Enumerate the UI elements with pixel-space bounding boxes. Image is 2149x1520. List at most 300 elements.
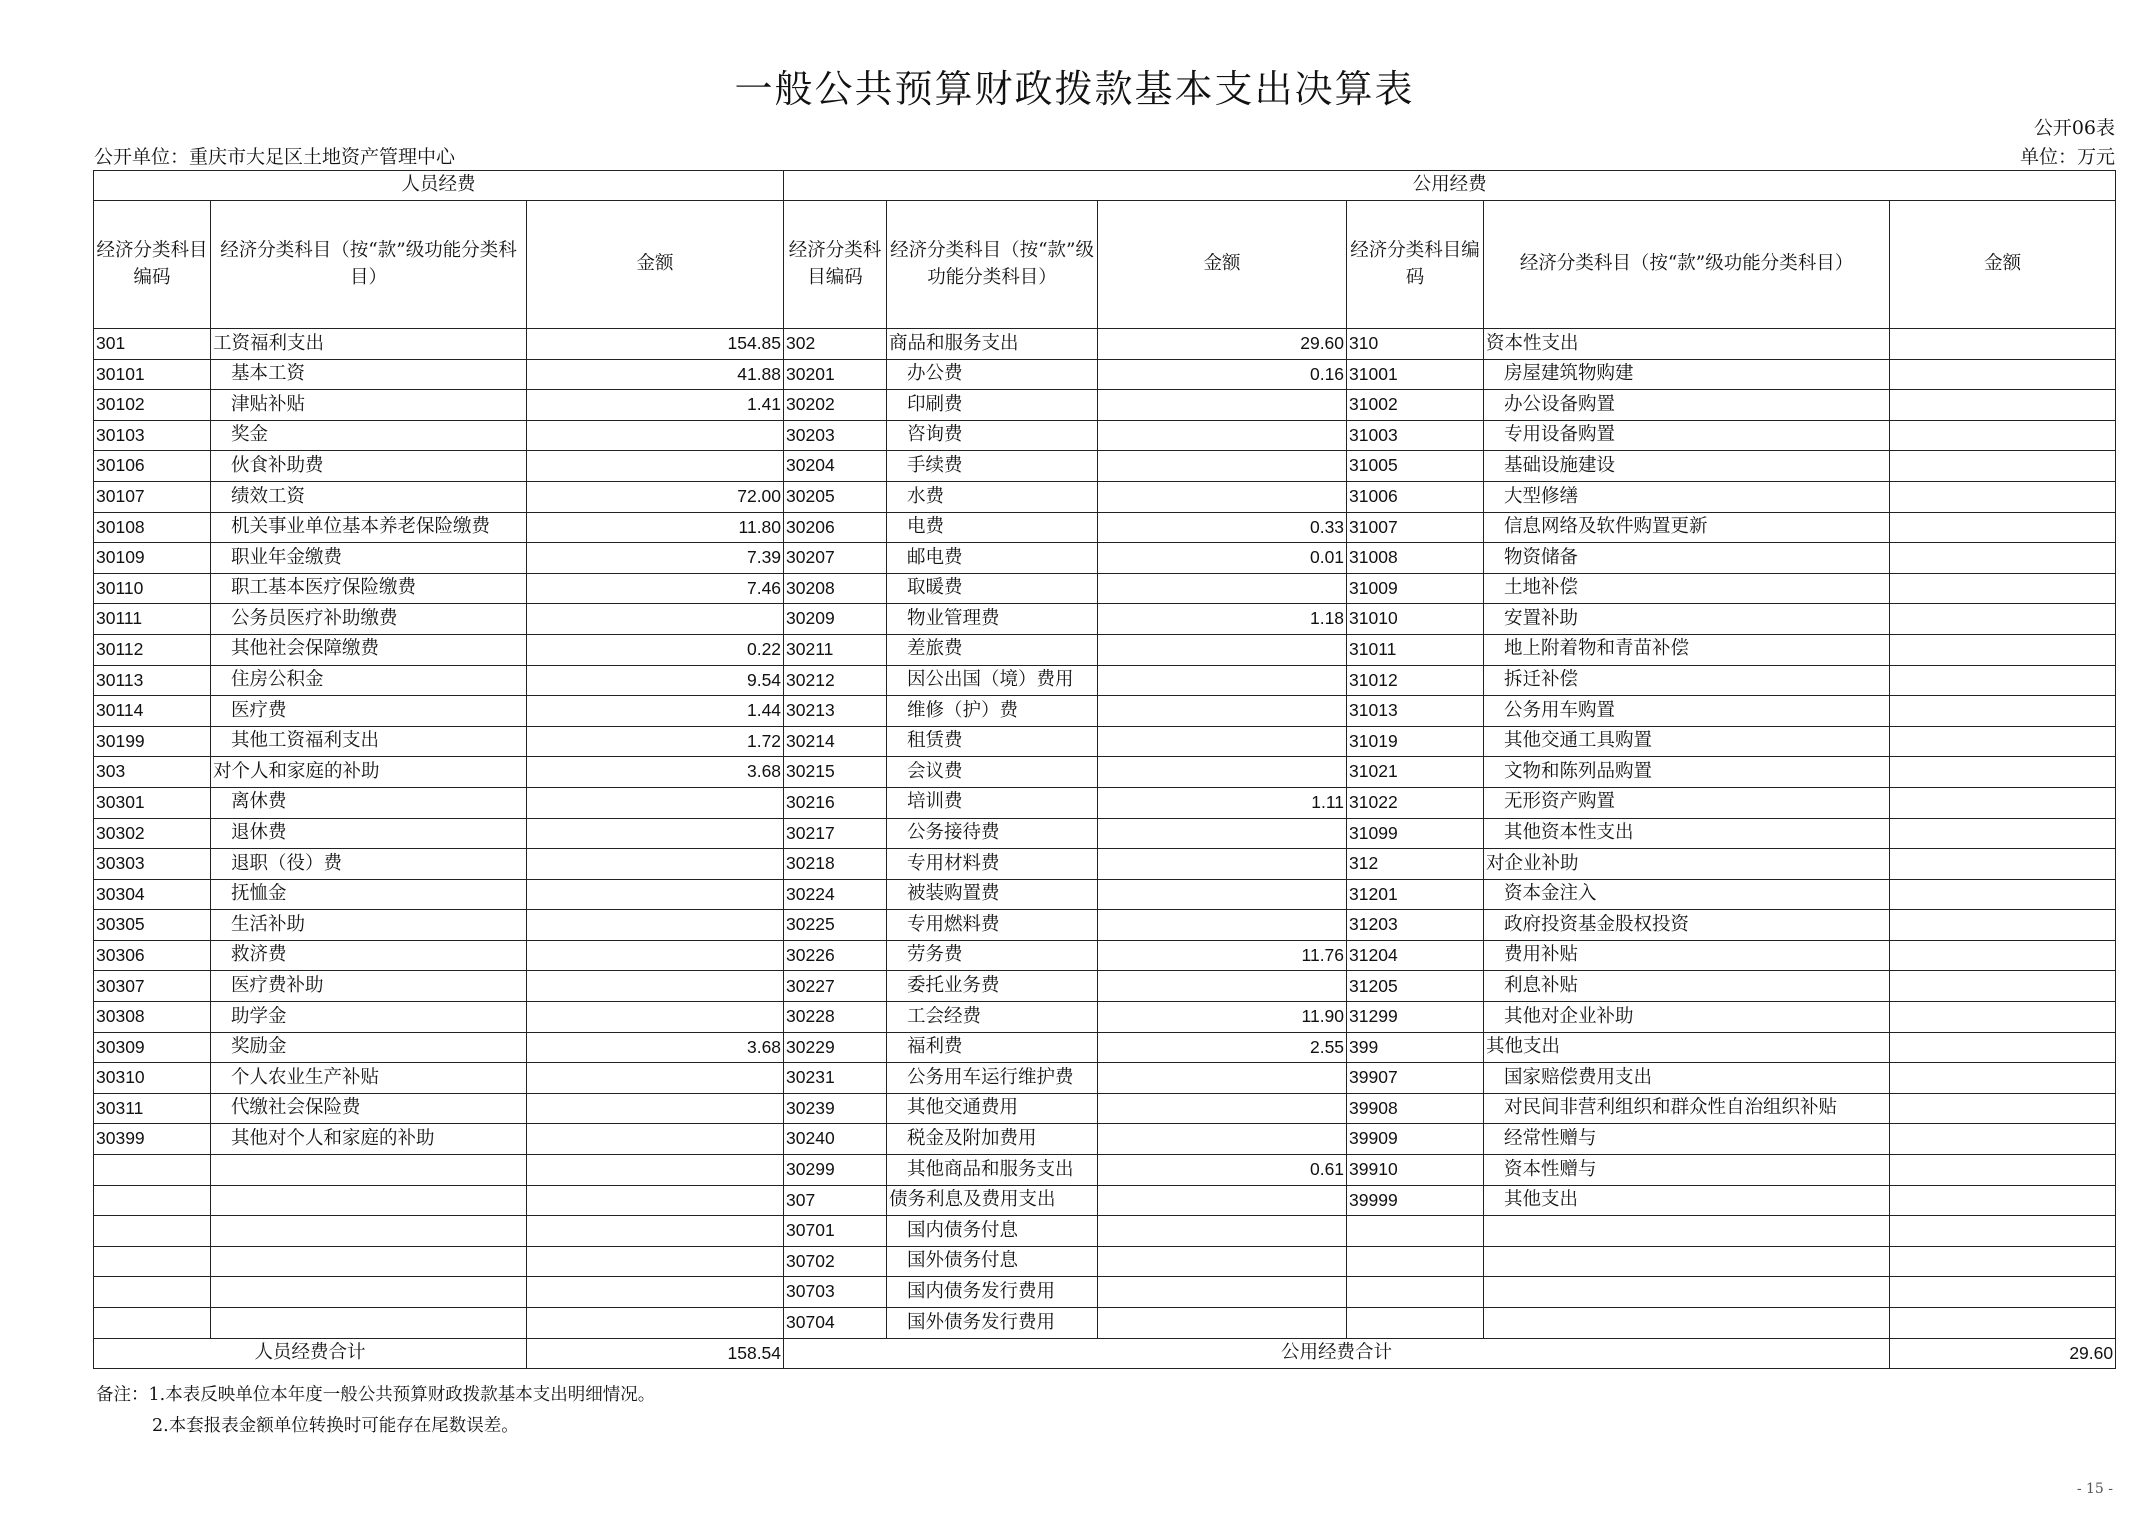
amount-cell	[1098, 390, 1347, 421]
amount-cell: 154.85	[527, 329, 784, 360]
item-name-cell: 职业年金缴费	[211, 543, 527, 574]
amount-cell	[527, 1277, 784, 1308]
column-header: 金额	[1098, 201, 1347, 329]
code-cell: 30102	[94, 390, 211, 421]
item-name-cell: 大型修缮	[1484, 481, 1890, 512]
table-row	[94, 818, 2116, 849]
code-cell: 301	[94, 329, 211, 360]
code-cell: 303	[94, 757, 211, 788]
amount-cell: 29.60	[1098, 329, 1347, 360]
code-cell: 39907	[1347, 1063, 1484, 1094]
item-name-cell: 取暖费	[887, 573, 1098, 604]
code-cell: 30307	[94, 971, 211, 1002]
amount-cell	[1098, 1308, 1347, 1339]
code-cell: 30240	[784, 1124, 887, 1155]
code-cell: 30228	[784, 1002, 887, 1033]
item-name-cell: 邮电费	[887, 543, 1098, 574]
amount-cell	[527, 910, 784, 941]
code-cell: 30224	[784, 879, 887, 910]
table-row	[94, 726, 2116, 757]
amount-cell	[527, 1185, 784, 1216]
org-info	[94, 142, 455, 169]
code-cell: 312	[1347, 849, 1484, 880]
item-name-cell: 手续费	[887, 451, 1098, 482]
notes	[96, 1380, 655, 1442]
item-name-cell: 住房公积金	[211, 665, 527, 696]
item-name-cell: 工会经费	[887, 1002, 1098, 1033]
item-name-cell: 其他对个人和家庭的补助	[211, 1124, 527, 1155]
table-row	[94, 359, 2116, 390]
item-name-cell	[1484, 1246, 1890, 1277]
public-total-amount: 29.60	[1890, 1338, 2116, 1369]
public-group-header: 公用经费	[784, 171, 2116, 201]
table-row	[94, 329, 2116, 360]
code-cell: 30703	[784, 1277, 887, 1308]
code-cell: 30208	[784, 573, 887, 604]
item-name-cell: 其他社会保障缴费	[211, 634, 527, 665]
code-cell: 30225	[784, 910, 887, 941]
code-cell: 31022	[1347, 787, 1484, 818]
code-cell: 399	[1347, 1032, 1484, 1063]
item-name-cell: 国外债务付息	[887, 1246, 1098, 1277]
amount-cell	[527, 1002, 784, 1033]
table-row	[94, 390, 2116, 421]
item-name-cell: 其他交通工具购置	[1484, 726, 1890, 757]
amount-cell	[1890, 849, 2116, 880]
org-label: 公开单位：	[94, 146, 190, 168]
column-header-row	[94, 201, 2116, 329]
code-cell: 30304	[94, 879, 211, 910]
column-header: 经济分类科目（按“款”级功能分类科目）	[211, 201, 527, 329]
code-cell	[1347, 1277, 1484, 1308]
code-cell: 30231	[784, 1063, 887, 1094]
amount-cell	[1890, 420, 2116, 451]
amount-cell	[1890, 1155, 2116, 1186]
item-name-cell: 房屋建筑物购建	[1484, 359, 1890, 390]
amount-cell	[527, 1216, 784, 1247]
amount-cell: 0.61	[1098, 1155, 1347, 1186]
item-name-cell: 因公出国（境）费用	[887, 665, 1098, 696]
item-name-cell: 印刷费	[887, 390, 1098, 421]
item-name-cell: 资本性赠与	[1484, 1155, 1890, 1186]
amount-cell	[1890, 1277, 2116, 1308]
code-cell: 31205	[1347, 971, 1484, 1002]
table-row	[94, 696, 2116, 727]
amount-cell	[527, 1308, 784, 1339]
code-cell: 30109	[94, 543, 211, 574]
code-cell: 30226	[784, 940, 887, 971]
item-name-cell: 债务利息及费用支出	[887, 1185, 1098, 1216]
currency-unit: 单位：万元	[2019, 146, 2115, 168]
table-row	[94, 481, 2116, 512]
table-row	[94, 1277, 2116, 1308]
item-name-cell: 助学金	[211, 1002, 527, 1033]
code-cell: 30702	[784, 1246, 887, 1277]
code-cell: 39909	[1347, 1124, 1484, 1155]
table-row	[94, 971, 2116, 1002]
code-cell: 310	[1347, 329, 1484, 360]
amount-cell	[1890, 940, 2116, 971]
item-name-cell: 代缴社会保险费	[211, 1093, 527, 1124]
code-cell	[94, 1277, 211, 1308]
item-name-cell: 水费	[887, 481, 1098, 512]
item-name-cell: 其他交通费用	[887, 1093, 1098, 1124]
code-cell	[94, 1185, 211, 1216]
amount-cell	[1098, 849, 1347, 880]
item-name-cell	[1484, 1308, 1890, 1339]
item-name-cell	[1484, 1216, 1890, 1247]
column-header: 经济分类科目（按“款”级功能分类科目）	[1484, 201, 1890, 329]
item-name-cell	[211, 1277, 527, 1308]
amount-cell	[1098, 818, 1347, 849]
amount-cell	[1890, 665, 2116, 696]
column-header: 经济分类科目编码	[1347, 201, 1484, 329]
code-cell: 30217	[784, 818, 887, 849]
amount-cell	[1098, 1185, 1347, 1216]
amount-cell	[1890, 604, 2116, 635]
code-cell: 30212	[784, 665, 887, 696]
item-name-cell: 委托业务费	[887, 971, 1098, 1002]
item-name-cell: 费用补贴	[1484, 940, 1890, 971]
table-row	[94, 1063, 2116, 1094]
item-name-cell: 退职（役）费	[211, 849, 527, 880]
item-name-cell: 商品和服务支出	[887, 329, 1098, 360]
item-name-cell: 公务用车运行维护费	[887, 1063, 1098, 1094]
item-name-cell: 津贴补贴	[211, 390, 527, 421]
item-name-cell	[1484, 1277, 1890, 1308]
code-cell: 30202	[784, 390, 887, 421]
code-cell: 30205	[784, 481, 887, 512]
code-cell: 30216	[784, 787, 887, 818]
code-cell: 30229	[784, 1032, 887, 1063]
amount-cell	[1098, 1124, 1347, 1155]
code-cell: 30111	[94, 604, 211, 635]
code-cell: 30108	[94, 512, 211, 543]
org-name: 重庆市大足区土地资产管理中心	[189, 146, 456, 168]
item-name-cell: 拆迁补偿	[1484, 665, 1890, 696]
item-name-cell: 公务接待费	[887, 818, 1098, 849]
amount-cell	[527, 1246, 784, 1277]
item-name-cell: 文物和陈列品购置	[1484, 757, 1890, 788]
item-name-cell: 奖金	[211, 420, 527, 451]
amount-cell	[527, 879, 784, 910]
table-row	[94, 940, 2116, 971]
item-name-cell: 安置补助	[1484, 604, 1890, 635]
item-name-cell: 被装购置费	[887, 879, 1098, 910]
amount-cell	[1098, 634, 1347, 665]
code-cell	[1347, 1308, 1484, 1339]
code-cell: 30214	[784, 726, 887, 757]
item-name-cell: 物资储备	[1484, 543, 1890, 574]
amount-cell	[1890, 1032, 2116, 1063]
item-name-cell: 租赁费	[887, 726, 1098, 757]
item-name-cell: 其他支出	[1484, 1185, 1890, 1216]
amount-cell	[1098, 451, 1347, 482]
item-name-cell: 资本性支出	[1484, 329, 1890, 360]
table-row	[94, 573, 2116, 604]
code-cell: 30204	[784, 451, 887, 482]
item-name-cell: 抚恤金	[211, 879, 527, 910]
code-cell: 30299	[784, 1155, 887, 1186]
code-cell: 30112	[94, 634, 211, 665]
item-name-cell: 福利费	[887, 1032, 1098, 1063]
amount-cell	[1890, 1308, 2116, 1339]
code-cell: 30209	[784, 604, 887, 635]
table-row	[94, 1155, 2116, 1186]
code-cell: 30701	[784, 1216, 887, 1247]
amount-cell	[527, 451, 784, 482]
code-cell: 30106	[94, 451, 211, 482]
code-cell: 30309	[94, 1032, 211, 1063]
item-name-cell	[211, 1246, 527, 1277]
code-cell: 30305	[94, 910, 211, 941]
code-cell: 31021	[1347, 757, 1484, 788]
amount-cell: 3.68	[527, 1032, 784, 1063]
item-name-cell: 维修（护）费	[887, 696, 1098, 727]
amount-cell: 1.72	[527, 726, 784, 757]
table-row	[94, 1216, 2116, 1247]
table-row	[94, 910, 2116, 941]
note-line: 备注：1.本表反映单位本年度一般公共预算财政拨款基本支出明细情况。	[96, 1385, 656, 1405]
note-line: 2.本套报表金额单位转换时可能存在尾数误差。	[152, 1416, 519, 1436]
amount-cell	[1890, 451, 2116, 482]
item-name-cell: 离休费	[211, 787, 527, 818]
form-number: 公开06表	[2033, 117, 2115, 139]
code-cell: 31099	[1347, 818, 1484, 849]
item-name-cell: 公务员医疗补助缴费	[211, 604, 527, 635]
code-cell	[94, 1216, 211, 1247]
amount-cell	[1890, 329, 2116, 360]
item-name-cell	[211, 1308, 527, 1339]
code-cell: 31019	[1347, 726, 1484, 757]
item-name-cell: 咨询费	[887, 420, 1098, 451]
item-name-cell: 生活补助	[211, 910, 527, 941]
item-name-cell: 税金及附加费用	[887, 1124, 1098, 1155]
amount-cell: 0.01	[1098, 543, 1347, 574]
amount-cell: 11.80	[527, 512, 784, 543]
amount-cell	[1890, 787, 2116, 818]
code-cell: 30199	[94, 726, 211, 757]
code-cell: 30302	[94, 818, 211, 849]
column-header: 金额	[1890, 201, 2116, 329]
table-row	[94, 420, 2116, 451]
amount-cell	[527, 818, 784, 849]
code-cell	[1347, 1216, 1484, 1247]
amount-cell	[1098, 1093, 1347, 1124]
code-cell: 30399	[94, 1124, 211, 1155]
code-cell	[94, 1308, 211, 1339]
table-row	[94, 1308, 2116, 1339]
code-cell	[1347, 1246, 1484, 1277]
amount-cell	[527, 849, 784, 880]
item-name-cell: 工资福利支出	[211, 329, 527, 360]
amount-cell	[1890, 1002, 2116, 1033]
code-cell: 307	[784, 1185, 887, 1216]
amount-cell: 2.55	[1098, 1032, 1347, 1063]
amount-cell: 72.00	[527, 481, 784, 512]
amount-cell	[1098, 879, 1347, 910]
personnel-total-amount: 158.54	[527, 1338, 784, 1369]
code-cell: 30239	[784, 1093, 887, 1124]
item-name-cell: 绩效工资	[211, 481, 527, 512]
amount-cell	[527, 604, 784, 635]
item-name-cell: 国家赔偿费用支出	[1484, 1063, 1890, 1094]
amount-cell	[1890, 818, 2116, 849]
code-cell: 30203	[784, 420, 887, 451]
personnel-group-header: 人员经费	[94, 171, 784, 201]
amount-cell	[1890, 1093, 2116, 1124]
item-name-cell: 其他支出	[1484, 1032, 1890, 1063]
item-name-cell: 办公设备购置	[1484, 390, 1890, 421]
code-cell	[94, 1246, 211, 1277]
amount-cell	[1098, 757, 1347, 788]
amount-cell: 11.90	[1098, 1002, 1347, 1033]
item-name-cell: 对民间非营利组织和群众性自治组织补贴	[1484, 1093, 1890, 1124]
table-row	[94, 1246, 2116, 1277]
code-cell: 30201	[784, 359, 887, 390]
column-header: 经济分类科目编码	[94, 201, 211, 329]
code-cell: 31011	[1347, 634, 1484, 665]
amount-cell	[527, 1155, 784, 1186]
item-name-cell: 职工基本医疗保险缴费	[211, 573, 527, 604]
item-name-cell	[211, 1185, 527, 1216]
amount-cell	[1890, 573, 2116, 604]
code-cell: 30113	[94, 665, 211, 696]
amount-cell	[1890, 543, 2116, 574]
amount-cell	[1098, 665, 1347, 696]
amount-cell	[527, 1124, 784, 1155]
item-name-cell: 培训费	[887, 787, 1098, 818]
item-name-cell: 专用燃料费	[887, 910, 1098, 941]
item-name-cell	[211, 1155, 527, 1186]
code-cell: 39910	[1347, 1155, 1484, 1186]
column-header: 经济分类科目编码	[784, 201, 887, 329]
code-cell: 39908	[1347, 1093, 1484, 1124]
amount-cell	[1890, 1063, 2116, 1094]
code-cell: 30704	[784, 1308, 887, 1339]
item-name-cell: 地上附着物和青苗补偿	[1484, 634, 1890, 665]
code-cell: 39999	[1347, 1185, 1484, 1216]
item-name-cell: 其他对企业补助	[1484, 1002, 1890, 1033]
code-cell: 31001	[1347, 359, 1484, 390]
amount-cell: 11.76	[1098, 940, 1347, 971]
item-name-cell: 无形资产购置	[1484, 787, 1890, 818]
amount-cell	[527, 940, 784, 971]
amount-cell: 9.54	[527, 665, 784, 696]
code-cell: 30103	[94, 420, 211, 451]
amount-cell	[1098, 910, 1347, 941]
amount-cell	[1098, 1246, 1347, 1277]
code-cell: 30101	[94, 359, 211, 390]
amount-cell	[1890, 359, 2116, 390]
code-cell: 31009	[1347, 573, 1484, 604]
page-number: - 15 -	[2076, 1481, 2113, 1497]
code-cell: 31007	[1347, 512, 1484, 543]
table-row	[94, 1093, 2116, 1124]
item-name-cell: 伙食补助费	[211, 451, 527, 482]
code-cell: 31003	[1347, 420, 1484, 451]
code-cell: 30306	[94, 940, 211, 971]
table-row	[94, 787, 2116, 818]
code-cell: 30211	[784, 634, 887, 665]
code-cell: 30110	[94, 573, 211, 604]
code-cell: 31008	[1347, 543, 1484, 574]
item-name-cell: 资本金注入	[1484, 879, 1890, 910]
code-cell: 30227	[784, 971, 887, 1002]
page-title: 一般公共预算财政拨款基本支出决算表	[734, 67, 1415, 111]
item-name-cell: 其他商品和服务支出	[887, 1155, 1098, 1186]
public-total-label: 公用经费合计	[784, 1338, 1890, 1369]
item-name-cell: 对企业补助	[1484, 849, 1890, 880]
code-cell	[94, 1155, 211, 1186]
item-name-cell: 医疗费	[211, 696, 527, 727]
table-row	[94, 879, 2116, 910]
item-name-cell: 利息补贴	[1484, 971, 1890, 1002]
amount-cell	[527, 971, 784, 1002]
amount-cell: 7.46	[527, 573, 784, 604]
item-name-cell: 救济费	[211, 940, 527, 971]
code-cell: 31006	[1347, 481, 1484, 512]
amount-cell	[1098, 1216, 1347, 1247]
personnel-total-label: 人员经费合计	[94, 1338, 527, 1369]
code-cell: 30215	[784, 757, 887, 788]
table-row	[94, 543, 2116, 574]
code-cell: 31013	[1347, 696, 1484, 727]
code-cell: 30114	[94, 696, 211, 727]
item-name-cell	[211, 1216, 527, 1247]
amount-cell	[1098, 696, 1347, 727]
amount-cell	[1098, 573, 1347, 604]
item-name-cell: 会议费	[887, 757, 1098, 788]
table-row	[94, 849, 2116, 880]
code-cell: 30311	[94, 1093, 211, 1124]
table-row	[94, 1185, 2116, 1216]
table-body	[94, 329, 2116, 1339]
table-row	[94, 451, 2116, 482]
amount-cell	[1098, 420, 1347, 451]
amount-cell	[1098, 481, 1347, 512]
amount-cell	[1890, 879, 2116, 910]
group-header-row	[94, 171, 2116, 201]
code-cell: 31010	[1347, 604, 1484, 635]
item-name-cell: 退休费	[211, 818, 527, 849]
item-name-cell: 个人农业生产补贴	[211, 1063, 527, 1094]
amount-cell: 3.68	[527, 757, 784, 788]
item-name-cell: 专用设备购置	[1484, 420, 1890, 451]
amount-cell: 0.22	[527, 634, 784, 665]
amount-cell	[527, 1063, 784, 1094]
table-row	[94, 665, 2116, 696]
amount-cell	[527, 787, 784, 818]
amount-cell	[1098, 726, 1347, 757]
item-name-cell: 专用材料费	[887, 849, 1098, 880]
amount-cell	[1890, 910, 2116, 941]
item-name-cell: 经常性赠与	[1484, 1124, 1890, 1155]
item-name-cell: 奖励金	[211, 1032, 527, 1063]
amount-cell	[1890, 1246, 2116, 1277]
amount-cell: 0.16	[1098, 359, 1347, 390]
code-cell: 31203	[1347, 910, 1484, 941]
item-name-cell: 基础设施建设	[1484, 451, 1890, 482]
amount-cell	[1890, 1185, 2116, 1216]
amount-cell	[1890, 1124, 2116, 1155]
table-row	[94, 1032, 2116, 1063]
code-cell: 30213	[784, 696, 887, 727]
amount-cell	[1098, 1277, 1347, 1308]
expenditure-table	[93, 170, 2116, 1369]
amount-cell	[1890, 971, 2116, 1002]
amount-cell	[1098, 971, 1347, 1002]
